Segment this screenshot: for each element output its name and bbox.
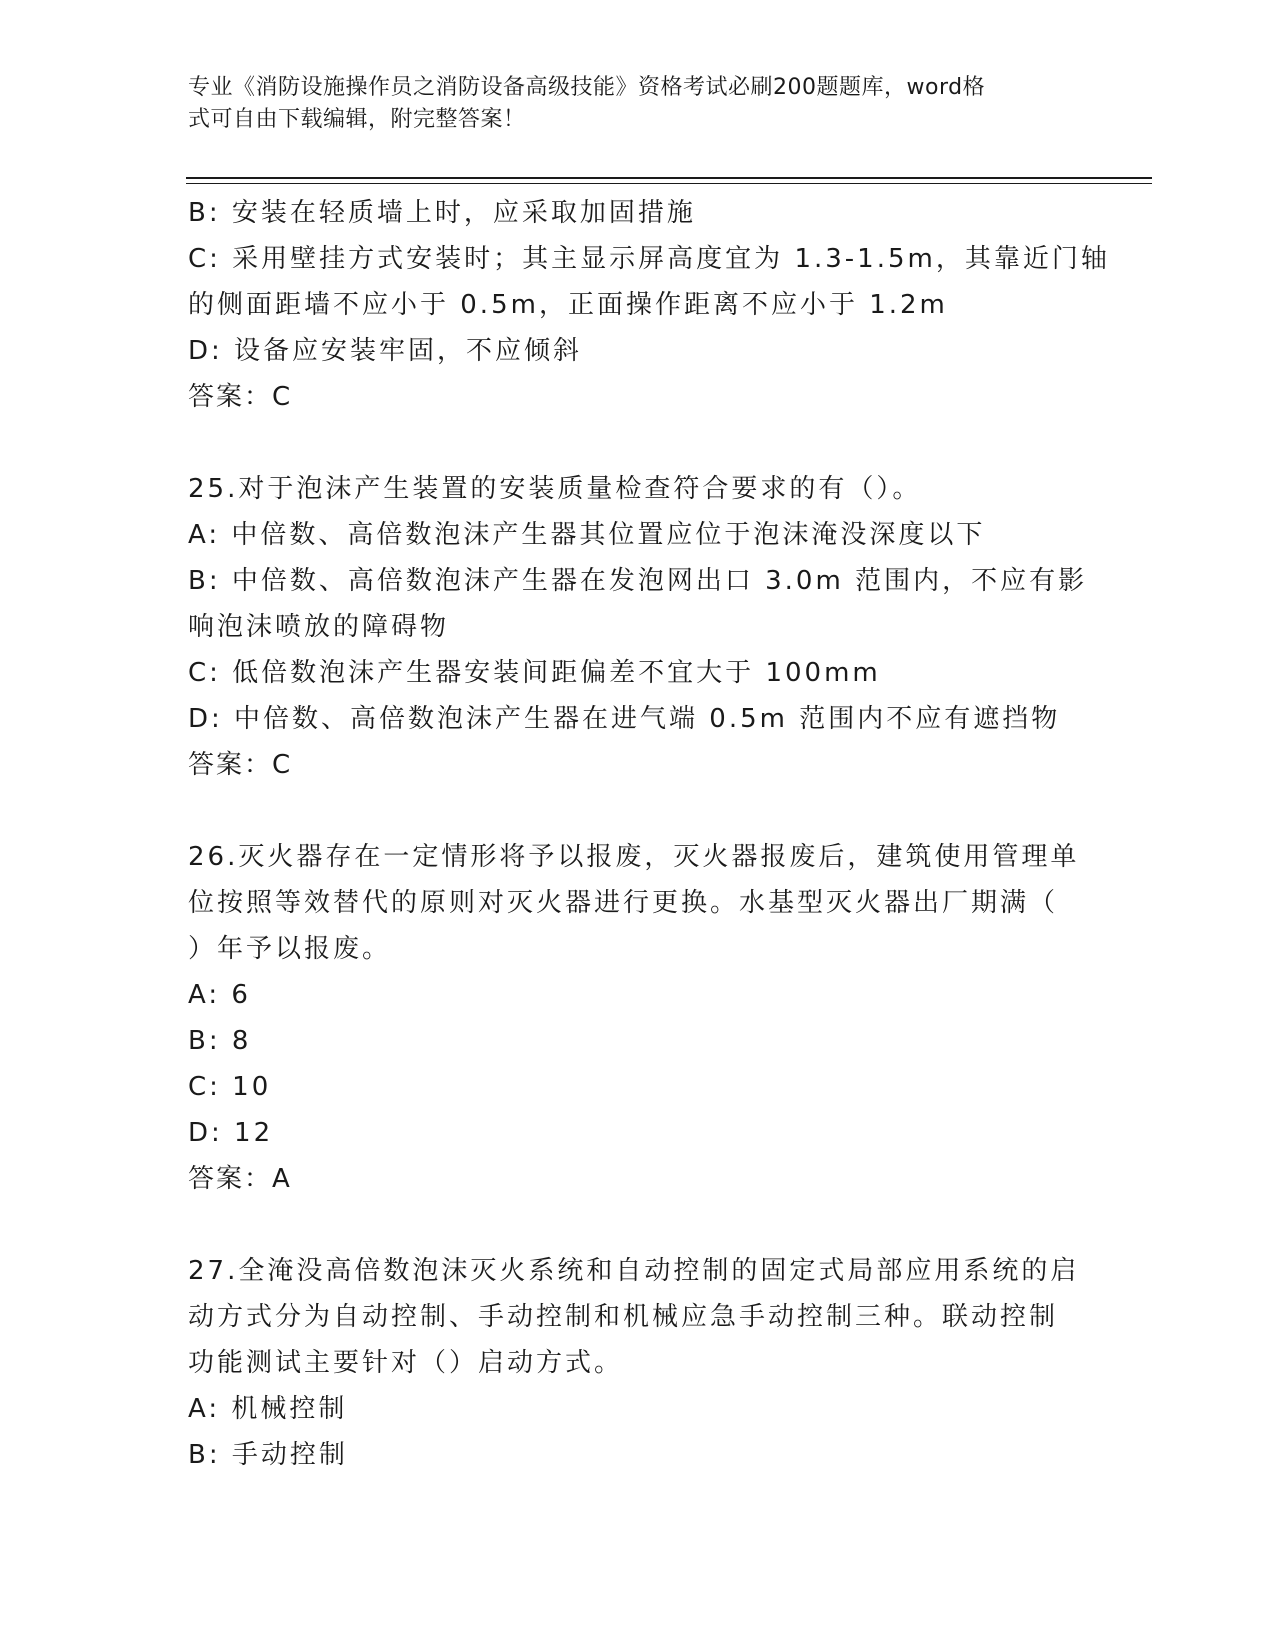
spacer [188, 788, 1088, 834]
q24-option-d: D: 设备应安装牢固，不应倾斜 [188, 336, 583, 366]
q26-option-b: B: 8 [188, 1026, 252, 1056]
q27-option-a: A: 机械控制 [188, 1394, 348, 1424]
header-line-1: 专业《消防设施操作员之消防设备高级技能》资格考试必刷200题题库，word格 [188, 75, 986, 100]
question-content [188, 190, 1110, 1478]
q25-option-d: D: 中倍数、高倍数泡沫产生器在进气端 0.5m 范围内不应有遮挡物 [188, 704, 1061, 734]
q25-option-c: C: 低倍数泡沫产生器安装间距偏差不宜大于 100mm [188, 658, 881, 688]
q26-option-d: D: 12 [188, 1118, 274, 1148]
question-26-block [188, 834, 1088, 1202]
q26-question-line-2: 位按照等效替代的原则对灭火器进行更换。水基型灭火器出厂期满（ [188, 888, 1059, 918]
q24-option-b: B: 安装在轻质墙上时，应采取加固措施 [188, 198, 696, 228]
q26-question-line-3: ）年予以报废。 [188, 934, 392, 964]
header-line-2: 式可自由下载编辑，附完整答案！ [188, 107, 526, 132]
q25-option-a: A: 中倍数、高倍数泡沫产生器其位置应位于泡沫淹没深度以下 [188, 520, 986, 550]
q26-option-c: C: 10 [188, 1072, 272, 1102]
spacer [188, 420, 1088, 466]
header-divider-thin [186, 183, 1152, 184]
q24-option-c-line-1: C: 采用壁挂方式安装时；其主显示屏高度宜为 1.3-1.5m，其靠近门轴 [188, 244, 1110, 274]
q27-question-line-2: 动方式分为自动控制、手动控制和机械应急手动控制三种。联动控制 [188, 1302, 1059, 1332]
question-25-block [188, 466, 1088, 788]
document-header [188, 72, 1068, 136]
q25-answer: 答案：C [188, 750, 293, 780]
q26-answer: 答案：A [188, 1164, 292, 1194]
question-27-block [188, 1248, 1088, 1478]
q25-question: 25.对于泡沫产生装置的安装质量检查符合要求的有（）。 [188, 474, 922, 504]
question-24-block [188, 190, 1110, 420]
q25-option-b-line-1: B: 中倍数、高倍数泡沫产生器在发泡网出口 3.0m 范围内，不应有影 [188, 566, 1088, 596]
q25-option-b-line-2: 响泡沫喷放的障碍物 [188, 612, 450, 642]
spacer [188, 1202, 1088, 1248]
header-divider-thick [186, 177, 1152, 179]
q27-question-line-3: 功能测试主要针对（）启动方式。 [188, 1348, 624, 1378]
q24-answer: 答案：C [188, 382, 293, 412]
q27-question-line-1: 27.全淹没高倍数泡沫灭火系统和自动控制的固定式局部应用系统的启 [188, 1256, 1080, 1286]
q26-question-line-1: 26.灭火器存在一定情形将予以报废，灭火器报废后，建筑使用管理单 [188, 842, 1080, 872]
q27-option-b: B: 手动控制 [188, 1440, 348, 1470]
q24-option-c-line-2: 的侧面距墙不应小于 0.5m，正面操作距离不应小于 1.2m [188, 290, 948, 320]
q26-option-a: A: 6 [188, 980, 251, 1010]
